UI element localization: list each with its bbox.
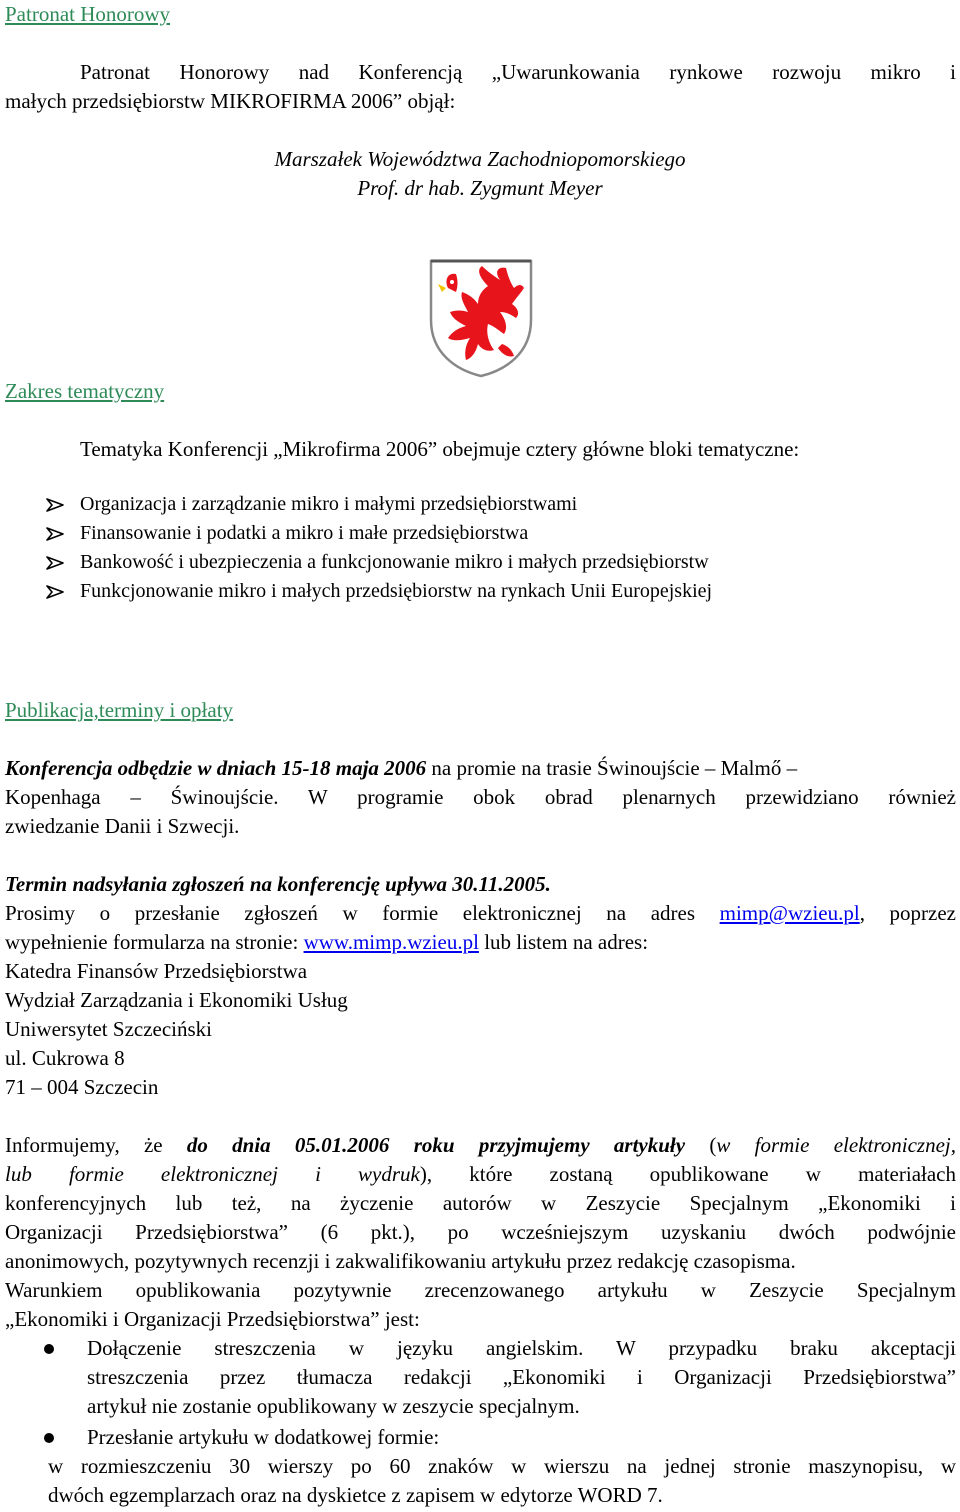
zakres-intro: Tematyka Konferencji „Mikrofirma 2006” obejmuje cztery główne bloki tematyczne: (80, 437, 800, 461)
conference-dates-line3: zwiedzanie Danii i Szwecji. (5, 814, 240, 838)
registration-text-d: lub listem na adres: (478, 930, 649, 954)
arrow-bullet-icon (46, 585, 64, 599)
articles-info-paren: ( (685, 1133, 717, 1157)
topic-item (0, 577, 960, 606)
address-line: Wydział Zarządzania i Ekonomiki Usług (5, 988, 348, 1012)
condition2: Przesłanie artykułu w dodatkowej formie: (87, 1425, 440, 1449)
topic-item-label: Bankowość i ubezpieczenia a funkcjonowanie mikro i małych przedsiębiorstw (80, 551, 709, 573)
format-line1: w rozmieszczeniu 30 wierszy po 60 znaków w wierszu na jednej stronie maszynopisu, w (48, 1454, 956, 1478)
articles-info-line2 (5, 1160, 956, 1189)
conference-dates-line1 (5, 754, 797, 783)
registration-line1 (5, 899, 956, 928)
registration-text-c: wypełnienie formularza na stronie: (5, 930, 304, 954)
conference-dates-bold: Konferencja odbędzie w dniach 15-18 maja 2006 (5, 756, 427, 780)
conditions-line1: Warunkiem opublikowania pozytywnie zrecenzowanego artykułu w Zeszycie Specjalnym (5, 1278, 956, 1302)
topic-item (0, 490, 960, 519)
address-line: ul. Cukrowa 8 (5, 1046, 125, 1070)
condition1-line3: artykuł nie zostanie opublikowany w zeszycie specjalnym. (87, 1394, 580, 1418)
articles-info-line5: anonimowych, pozytywnych recenzji i zakwalifikowaniu artykułu przez redakcję czasopisma. (5, 1249, 796, 1273)
arrow-bullet-icon (46, 527, 64, 541)
bullet-dot-icon (44, 1344, 54, 1354)
email-link[interactable]: mimp@wzieu.pl (719, 901, 860, 925)
registration-text-a: Prosimy o przesłanie zgłoszeń w formie elektronicznej na adres (5, 901, 720, 925)
section-heading-patronat: Patronat Honorowy (5, 2, 171, 26)
topic-item-label: Organizacja i zarządzanie mikro i małymi przedsiębiorstwami (80, 493, 578, 515)
registration-text-b: , poprzez (859, 901, 956, 925)
articles-deadline: do dnia 05.01.2006 roku przyjmujemy artykuły (186, 1133, 686, 1157)
address-line: 71 – 004 Szczecin (5, 1075, 159, 1099)
format-line2: dwóch egzemplarzach oraz na dyskietce z zapisem w edytorze WORD 7. (48, 1483, 663, 1507)
address-line: Katedra Finansów Przedsiębiorstwa (5, 959, 308, 983)
topic-item-label: Finansowanie i podatki a mikro i małe przedsiębiorstwa (80, 522, 529, 544)
condition1-line2: streszczenia przez tłumacza redakcji „Ekonomiki i Organizacji Przedsiębiorstwa” (87, 1365, 956, 1389)
condition1-line1: Dołączenie streszczenia w języku angielskim. W przypadku braku akceptacji (87, 1336, 956, 1360)
arrow-bullet-icon (46, 556, 64, 570)
registration-line2 (5, 928, 648, 957)
coat-of-arms-griffin-icon (428, 258, 534, 378)
website-link[interactable]: www.mimp.wzieu.pl (303, 930, 479, 954)
conference-dates-line2: Kopenhaga – Świnoujście. W programie obok obrad plenarnych przewidziano również (5, 785, 956, 809)
articles-info-line1 (5, 1131, 956, 1160)
topic-list (0, 490, 960, 606)
articles-info-line3: konferencyjnych lub też, na życzenie autorów w Zeszycie Specjalnym „Ekonomiki i (5, 1191, 956, 1215)
address-line: Uniwersytet Szczeciński (5, 1017, 213, 1041)
topic-item (0, 548, 960, 577)
articles-format-2: lub formie elektronicznej i wydruk (5, 1162, 420, 1186)
conditions-line2: „Ekonomiki i Organizacji Przedsiębiorstwa” jest: (5, 1307, 420, 1331)
patronat-paragraph-line1: Patronat Honorowy nad Konferencją „Uwarunkowania rynkowe rozwoju mikro i (80, 60, 956, 84)
articles-info-b: ), które zostaną opublikowane w materiałach (419, 1162, 956, 1186)
topic-item-label: Funkcjonowanie mikro i małych przedsiębiorstw na rynkach Unii Europejskiej (80, 580, 713, 602)
section-heading-publikacja: Publikacja,terminy i opłaty (5, 698, 234, 722)
bullet-dot-icon (44, 1433, 54, 1443)
arrow-bullet-icon (46, 498, 64, 512)
patron-name: Prof. dr hab. Zygmunt Meyer (357, 176, 603, 200)
articles-info-a: Informujemy, że (5, 1133, 187, 1157)
articles-info-line4: Organizacji Przedsiębiorstwa” (6 pkt.), po wcześniejszym uzyskaniu dwóch podwójnie (5, 1220, 956, 1244)
topic-item (0, 519, 960, 548)
patron-title: Marszałek Województwa Zachodniopomorskiego (274, 147, 686, 171)
articles-format: w formie elektronicznej, (716, 1133, 956, 1157)
conference-route: na promie na trasie Świnoujście – Malmő – (426, 756, 798, 780)
registration-deadline: Termin nadsyłania zgłoszeń na konferencję upływa 30.11.2005. (5, 872, 551, 896)
patronat-paragraph-line2: małych przedsiębiorstw MIKROFIRMA 2006” objął: (5, 89, 456, 113)
section-heading-zakres: Zakres tematyczny (5, 379, 165, 403)
